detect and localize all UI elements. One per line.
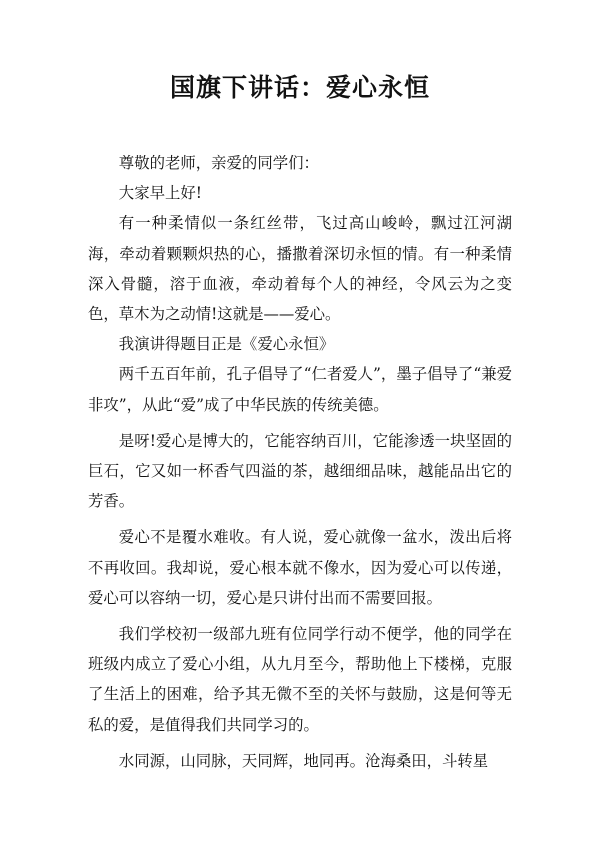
paragraph-greeting: 尊敬的老师，亲爱的同学们： — [118, 154, 319, 172]
document-title: 国旗下讲话：爱心永恒 — [169, 73, 430, 102]
paragraph-topic: 我演讲得题目正是《爱心永恒》 — [118, 335, 335, 354]
paragraph-school-example: 我们学校初一级部九班有位同学行动不便学，他的同学在班级内成立了爱心小组，从九月至今，帮助他上下楼梯，克服了生活上的困难，给予其无微不至的关怀与鼓励，这是何等无私的爱，是值得我们共同学习的。 — [88, 625, 512, 734]
paragraph-good-morning: 大家早上好! — [118, 184, 202, 203]
paragraph-spilled-water: 爱心不是覆水难收。有人说，爱心就像一盆水，泼出后将不再收回。我却说，爱心根本就不像水，因为爱心可以传递，爱心可以容纳一切，爱心是只讲付出而不需要回报。 — [88, 528, 512, 607]
paragraph-confucius: 两千五百年前，孔子倡导了“仁者爱人”，墨子倡导了“兼爱非攻”，从此“爱”成了中华民族的传统美德。 — [88, 365, 512, 414]
paragraph-same-source: 水同源，山同脉，天同辉，地同再。沧海桑田，斗转星 — [118, 751, 489, 770]
document-body — [88, 148, 512, 776]
paragraph-broad-love: 是呀!爱心是博大的，它能容纳百川，它能渗透一块坚固的巨石，它又如一杯香气四溢的茶，越细细品味，越能品出它的芳香。 — [88, 431, 512, 511]
paragraph-ribbon: 有一种柔情似一条红丝带，飞过高山峻岭，飘过江河湖海，牵动着颗颗炽热的心，播撒着深切永恒的情。有一种柔情深入骨髓，溶于血液，牵动着每个人的神经，令风云为之变色，草木为之动情!这就是——爱心。 — [88, 214, 512, 324]
